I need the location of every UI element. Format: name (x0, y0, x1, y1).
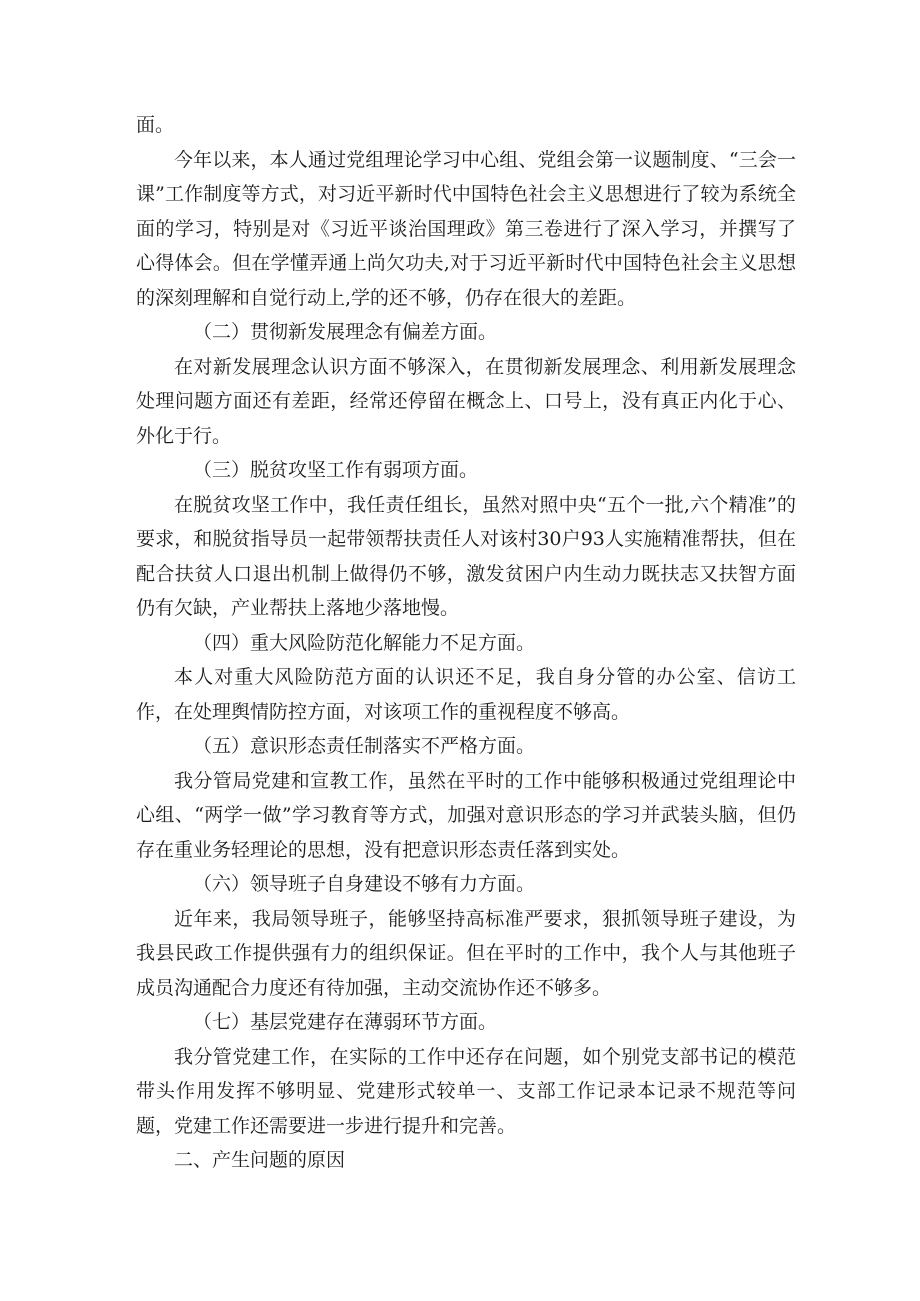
paragraph-theory-study: 今年以来，本人通过党组理论学习中心组、党组会第一议题制度、“三会一课”工作制度等方式，对习近平新时代中国特色社会主义思想进行了较为系统全面的学习，特别是对《习近平谈治国理政》第三卷进行了深入学习，并撰写了心得体会。但在学懂弄通上尚欠功夫,对于习近平新时代中国特色社会主义思想的深刻理解和自觉行动上,学的还不够，仍存在很大的差距。 (136, 148, 796, 309)
document-body (136, 108, 796, 1178)
heading-grassroots-party: （七）基层党建存在薄弱环节方面。 (193, 1011, 498, 1033)
paragraph-poverty-alleviation: 在脱贫攻坚工作中，我任责任组长，虽然对照中央“五个一批,六个精准”的要求，和脱贫指导员一起带领帮扶责任人对该村30户93人实施精准帮扶，但在配合扶贫人口退出机制上做得仍不够，激发贫困户内生动力既扶志又扶智方面仍有欠缺，产业帮扶上落地少落地慢。 (136, 493, 796, 619)
paragraph-new-development-concept: 在对新发展理念认识方面不够深入，在贯彻新发展理念、利用新发展理念处理问题方面还有差距，经常还停留在概念上、口号上，没有真正内化于心、外化于行。 (136, 355, 796, 447)
heading-major-risk: （四）重大风险防范化解能力不足方面。 (193, 631, 536, 654)
paragraph-ideology-responsibility: 我分管局党建和宣教工作，虽然在平时的工作中能够积极通过党组理论中心组、“两学一做”学习教育等方式，加强对意识形态的学习并武装头脑，但仍存在重业务轻理论的思想，没有把意识形态责任落到实处。 (136, 769, 796, 861)
paragraph-leadership-team: 近年来，我局领导班子，能够坚持高标准严要求，狠抓领导班子建设，为我县民政工作提供强有力的组织保证。但在平时的工作中，我个人与其他班子成员沟通配合力度还有待加强，主动交流协作还不够多。 (136, 907, 796, 999)
heading-new-development-concept: （二）贯彻新发展理念有偏差方面。 (193, 321, 498, 343)
paragraph-continuation: 面。 (136, 114, 175, 136)
heading-poverty-alleviation: （三）脱贫攻坚工作有弱项方面。 (193, 459, 479, 481)
paragraph-grassroots-party: 我分管党建工作，在实际的工作中还存在问题，如个别党支部书记的模范带头作用发挥不够明显、党建形式较单一、支部工作记录本记录不规范等问题，党建工作还需要进一步进行提升和完善。 (136, 1045, 796, 1137)
section-heading-causes: 二、产生问题的原因 (174, 1149, 346, 1171)
heading-ideology-responsibility: （五）意识形态责任制落实不严格方面。 (193, 735, 536, 757)
heading-leadership-team: （六）领导班子自身建设不够有力方面。 (193, 873, 536, 895)
paragraph-major-risk: 本人对重大风险防范方面的认识还不足，我自身分管的办公室、信访工作，在处理舆情防控方面，对该项工作的重视程度不够高。 (136, 666, 796, 723)
